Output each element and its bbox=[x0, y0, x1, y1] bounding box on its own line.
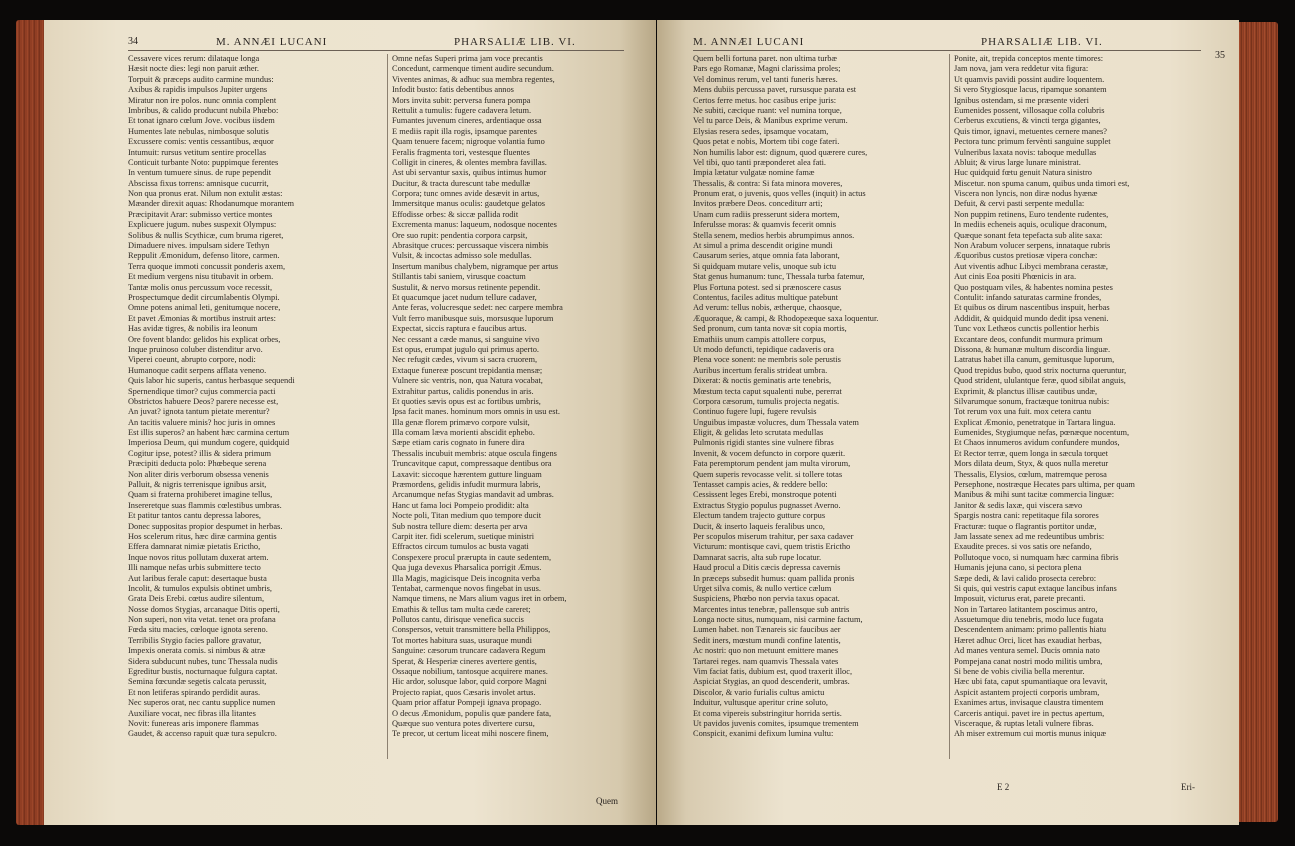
verse-line: Thessalis, Elysios, cœlum, matremque perosa bbox=[954, 469, 1107, 479]
verse-line: Non puppim retinens, Euro tendente rudentes, bbox=[954, 209, 1109, 219]
verse-line: Ah miser extremum cui mortis munus iniquæ bbox=[954, 729, 1107, 739]
verse-line: Donec suppositas propior despumet in herbas. bbox=[128, 521, 283, 531]
verse-line: Imperiosa Deum, qui mundum cogere, quidquid bbox=[128, 438, 290, 448]
verse-line: Ponite, ait, trepida conceptos mente timores: bbox=[954, 54, 1104, 63]
verse-line: Laxavit: siccoque hærentem gutture linguam bbox=[392, 469, 542, 479]
verse-line: Ducitur, & tracta durescunt tabe medullæ bbox=[392, 178, 531, 188]
verse-line: Emathis & tellus tam multa cæde careret; bbox=[392, 604, 531, 614]
verse-line: Præcipitavit Arar: submisso vertice montes bbox=[128, 209, 273, 219]
verse-line: Et tonat ignaro cœlum Jove. vocibus iisdem bbox=[128, 116, 275, 126]
left-page bbox=[44, 20, 656, 825]
verse-line: Infodit busto: fatis debentibus annos bbox=[392, 85, 514, 95]
verse-line: Insertum manibus chalybem, nigramque per artus bbox=[392, 261, 559, 271]
verse-line: Et quacumque jacet nudum tellure cadaver, bbox=[392, 292, 537, 302]
verse-line: Effodisse orbes: & siccæ pallida rodit bbox=[392, 209, 519, 219]
verse-line: Has avidæ tigres, & nobilis ira leonum bbox=[128, 324, 258, 334]
verse-line: Vel dominus rerum, vel tanti funeris hæres. bbox=[693, 74, 838, 84]
verse-line: Sub nostra tellure diem: deserta per arva bbox=[392, 521, 528, 531]
right-column-divider bbox=[949, 54, 950, 759]
verse-line: Sperat, & Hesperiæ cineres avertere gentis, bbox=[392, 656, 537, 666]
left-column-1 bbox=[128, 54, 386, 774]
verse-line: Jam lassate senex ad me redeuntibus umbris: bbox=[954, 531, 1105, 541]
verse-line: Torpuit & præceps audito carmine mundus: bbox=[128, 74, 274, 84]
verse-line: An juvat? ignota tantum pietate merentur? bbox=[128, 407, 270, 417]
verse-line: Invitos præbere Deos. concediturr arti; bbox=[693, 199, 823, 209]
verse-line: Hic ardor, solusque labor, quid corpore Magni bbox=[392, 677, 547, 687]
verse-line: Abluit; & virus large lunare ministrat. bbox=[954, 157, 1081, 167]
verse-line: Stella senem, medios herbis abrumpimus annos. bbox=[693, 230, 855, 240]
verse-line: Pompejana canat nostri modo militis umbra, bbox=[954, 656, 1103, 666]
verse-line: Quod strident, ululantque feræ, quod sibilat anguis, bbox=[954, 376, 1126, 386]
verse-line: Colligit in cineres, & olentes membra favillas. bbox=[392, 157, 547, 167]
verse-line: Jam nova, jam vera reddetur vita figura: bbox=[954, 64, 1089, 74]
verse-line: Haud procul a Ditis cæcis depressa cavernis bbox=[693, 563, 841, 573]
verse-line: Et quoties sævis opus est ac fortibus umbris, bbox=[392, 396, 541, 406]
verse-line: Contentus, faciles aditus multique patebunt bbox=[693, 292, 838, 302]
verse-line: Addidit, & quidquid mundo dedit ipsa veneni. bbox=[954, 313, 1109, 323]
verse-line: Per scopulos miserum trahitur, per saxa cadaver bbox=[693, 531, 854, 541]
verse-line: Præcipiti deducta polo: Phœbeque serena bbox=[128, 459, 267, 469]
verse-line: Pollutoque voco, si numquam hæc carmina fibris bbox=[954, 552, 1119, 562]
verse-line: Dissona, & humanæ multum discordia linguæ. bbox=[954, 344, 1111, 354]
verse-line: Excrementa manus: laqueum, nodosque nocentes bbox=[392, 220, 557, 230]
verse-line: Pulmonis rigidi stantes sine vulnere fibras bbox=[693, 438, 834, 448]
verse-line: Et non letiferas spirando perdidit auras. bbox=[128, 687, 261, 697]
verse-line: Impia lætatur vulgatæ nomine famæ bbox=[693, 168, 815, 178]
left-column-divider bbox=[387, 54, 388, 759]
verse-line: Extractus Stygio populus pugnasset Averno. bbox=[693, 500, 841, 510]
verse-line: Non aliter diris verborum obsessa venenis bbox=[128, 469, 269, 479]
verse-line: Extrahitur partus, calidis ponendus in aris. bbox=[392, 386, 534, 396]
verse-line: Nec superos orat, nec cantu supplice numen bbox=[128, 698, 276, 708]
verse-line: In ventum tumuere sinus. de rupe pependit bbox=[128, 168, 272, 178]
left-page-number: 34 bbox=[128, 36, 138, 47]
verse-line: Ad verum: tellus nobis, ætherque, chaosque, bbox=[693, 303, 842, 313]
verse-line: Præmordens, gelidis infudit murmura labris, bbox=[392, 480, 541, 490]
verse-line: Aut viventis adhuc Libyci membrana cerastæ, bbox=[954, 261, 1108, 271]
verse-line: Inferulsse moras: & quamvis fecerit omnis bbox=[693, 220, 837, 230]
verse-line: Victurum: montisque cavi, quem tristis Erictho bbox=[693, 542, 851, 552]
verse-line: Electum tandem trajecto gutture corpus bbox=[693, 511, 826, 521]
verse-line: Si vero Stygiosque lacus, ripamque sonantem bbox=[954, 85, 1107, 95]
verse-line: Arcanumque nefas Stygias mandavit ad umbras. bbox=[392, 490, 554, 500]
verse-line: Continuo fugere lupi, fugere revulsis bbox=[693, 407, 817, 417]
right-page bbox=[657, 20, 1239, 825]
verse-line: Fœda situ macies, cœloque ignota sereno. bbox=[128, 625, 268, 635]
verse-line: Emathiis unum campis attollere corpus, bbox=[693, 334, 826, 344]
verse-line: Quis labor hic superis, cantus herbasque sequendi bbox=[128, 376, 295, 386]
verse-line: Miratur non ire polos. nunc omnia complent bbox=[128, 95, 277, 105]
verse-line: Cessissent leges Erebi, monstroque potenti bbox=[693, 490, 837, 500]
verse-line: Projecto rapiat, quos Cæsaris involet artus. bbox=[392, 687, 536, 697]
verse-line: Vel tibi, quo tanti præponderet alea fati. bbox=[693, 157, 827, 167]
right-signature-mark: E 2 bbox=[997, 782, 1010, 792]
verse-line: Illa genæ florem primævo corpore vulsit, bbox=[392, 417, 530, 427]
verse-line: Est illis superos? an habent hæc carmina certum bbox=[128, 428, 290, 438]
verse-line: Quæque sonant feta tepefacta sub alite saxa: bbox=[954, 230, 1103, 240]
verse-line: Viperei coeunt, abrupto corpore, nodi: bbox=[128, 355, 256, 365]
verse-line: Stat genus humanum: tunc, Thessala turba fatemur, bbox=[693, 272, 865, 282]
verse-line: Illa comam lævа morienti abscidit ephebo. bbox=[392, 428, 535, 438]
verse-line: Exprimit, & planctus illisæ cautibus undæ, bbox=[954, 386, 1098, 396]
verse-line: Inque novos ritus pollutam duxerat artem. bbox=[128, 552, 269, 562]
verse-line: Concedunt, carmenque timent audire secundum. bbox=[392, 64, 554, 74]
verse-line: Est opus, erumpat jugulo qui primus aperto. bbox=[392, 344, 540, 354]
verse-line: Pollutos cantu, dirisque venefica succis bbox=[392, 615, 524, 625]
verse-line: Pronum erat, o juvenis, quos velles (inquit) in actus bbox=[693, 189, 866, 199]
verse-line: Sedit iners, mœstum mundi confine latentis, bbox=[693, 635, 841, 645]
verse-line: Rettulit a tumulis: fugere cadavera letum. bbox=[392, 105, 532, 115]
verse-line: Quo postquam viles, & habentes nomina pestes bbox=[954, 282, 1113, 292]
verse-line: Prospectumque dedit circumlabentis Olympi. bbox=[128, 292, 280, 302]
verse-line: Et patitur tantos cantu depressa labores, bbox=[128, 511, 262, 521]
verse-line: Stillantis tabi saniem, virusque coactum bbox=[392, 272, 526, 282]
verse-line: Ut pavidos juvenis comites, ipsumque trementem bbox=[693, 719, 859, 728]
verse-line: Immersitque manus oculis: gaudetque gelatos bbox=[392, 199, 546, 209]
verse-line: Ipsa facit manes. hominum mors omnis in usu est. bbox=[392, 407, 560, 417]
verse-line: Et pavet Æmonias & mortibus instruit artes: bbox=[128, 313, 276, 323]
verse-line: Corpora cæsorum, tumulis projecta negatis. bbox=[693, 396, 840, 406]
verse-line: Suspiciens, Phœbo non pervia taxus opacat. bbox=[693, 594, 840, 604]
verse-line: Induitur, vultusque aperitur crine soluto, bbox=[693, 698, 829, 708]
verse-line: Omne nefas Superi prima jam voce precantis bbox=[392, 54, 543, 63]
verse-line: Imposuit, victurus erat, parete precanti. bbox=[954, 594, 1086, 604]
verse-line: Feralis fragmenta tori, vestesque fluentes bbox=[392, 147, 530, 157]
verse-line: Humentes late nebulas, nimbosque solutis bbox=[128, 126, 269, 136]
verse-line: Conticuit turbante Noto: puppimque ferentes bbox=[128, 157, 279, 167]
verse-line: Tentabat, carmenque novos fingebat in usus. bbox=[392, 583, 541, 593]
verse-line: Egreditur bustis, nocturnaque fulgura captat. bbox=[128, 667, 278, 677]
verse-line: Omne potens animal leti, genitumque nocere, bbox=[128, 303, 281, 313]
verse-line: Expectat, siccis raptura e faucibus artus. bbox=[392, 324, 527, 334]
verse-line: Discolor, & vario furialis cultus amictu bbox=[693, 687, 825, 697]
verse-line: Quos petat e nobis, Mortem tibi coge fateri. bbox=[693, 137, 840, 147]
verse-line: Abscissa fixus torrens: amnisque cucurrit, bbox=[128, 178, 269, 188]
verse-line: Manibus & mihi sunt tacitæ commercia linguæ: bbox=[954, 490, 1115, 500]
right-running-head-title: PHARSALIÆ LIB. VI. bbox=[981, 36, 1103, 48]
verse-line: Truncavitque caput, compressaque dentibus ora bbox=[392, 459, 552, 469]
verse-line: Nosse domos Stygias, arcanaque Ditis operti, bbox=[128, 604, 280, 614]
verse-line: Eumenides possent, villosaque colla colubris bbox=[954, 105, 1105, 115]
verse-line: Intumuit: rursus vetitum sentire procellas bbox=[128, 147, 267, 157]
verse-line: Vult ferro manibusque suis, morsusque luporum bbox=[392, 313, 554, 323]
verse-line: Hæret adhuc Orci, licet has exaudiat herbas, bbox=[954, 635, 1102, 645]
verse-line: Eligit, & gelidas leto scrutata medullas bbox=[693, 428, 824, 438]
verse-line: Viventes animas, & adhuc sua membra regentes, bbox=[392, 74, 555, 84]
verse-line: O decus Æmonidum, populis quæ pandere fata, bbox=[392, 708, 552, 718]
verse-line: Ducit, & inserto laqueis feralibus unco, bbox=[693, 521, 825, 531]
verse-line: Causarum series, atque omnia fata laborant, bbox=[693, 251, 840, 261]
verse-line: Humanis jejuna cano, si pectora plena bbox=[954, 563, 1082, 573]
verse-line: Tartarei reges. nam quamvis Thessala vates bbox=[693, 656, 839, 666]
verse-line: Et Chaos innumeros avidum confundere mundos, bbox=[954, 438, 1120, 448]
verse-line: Corpora; tunc omnes avide desævit in artus, bbox=[392, 189, 540, 199]
verse-line: Longa nocte situs, numquam, nisi carmine factum, bbox=[693, 615, 863, 625]
verse-line: Mæander direxit aquas: Rhodanumque morantem bbox=[128, 199, 295, 209]
verse-line: Quæque suo ventura potes divertere cursu, bbox=[392, 719, 535, 728]
verse-line: Conspicit, exanimi defixum lumina vultu: bbox=[693, 729, 834, 739]
verse-line: Ossaque nobilium, tantosque acquirere manes. bbox=[392, 667, 548, 677]
verse-line: Quam tenuere facem; nigroque volantia fumo bbox=[392, 137, 545, 147]
verse-line: An tacitis valuere minis? hoc juris in omnes bbox=[128, 417, 276, 427]
verse-line: Explicuere jugum. nubes suspexit Olympus: bbox=[128, 220, 277, 230]
verse-line: Assuetumque diu tenebris, modo luce fugata bbox=[954, 615, 1104, 625]
verse-line: Lumen habet. non Tænareis sic faucibus aer bbox=[693, 625, 841, 635]
verse-line: Inque pruinoso coluber distenditur arvo. bbox=[128, 344, 263, 354]
verse-line: Elysias resera sedes, ipsamque vocatam, bbox=[693, 126, 829, 136]
verse-line: Hæsit nocte dies: legi non paruit æther. bbox=[128, 64, 259, 74]
verse-line: Æquoraque, & campi, & Rhodopeæque saxa loquentur. bbox=[693, 313, 879, 323]
verse-line: Nec refugit cædes, vivum si sacra cruorem, bbox=[392, 355, 538, 365]
verse-line: Et coma vipereis substringitur horrida sertis. bbox=[693, 708, 842, 718]
verse-line: Sæpe dedi, & lavi calido prosecta cerebro: bbox=[954, 573, 1097, 583]
verse-line: Sustulit, & nervo morsus retinente pependit. bbox=[392, 282, 541, 292]
verse-line: In præceps subsedit humus: quam pallida pronis bbox=[693, 573, 855, 583]
verse-line: Vulnere sic ventris, non, qua Natura vocabat, bbox=[392, 376, 543, 386]
verse-line: Ad manes ventura semel. Ducis omnia nato bbox=[954, 646, 1100, 656]
verse-line: Ut modo defuncti, tepidique cadaveris ora bbox=[693, 344, 834, 354]
verse-line: Tot mortes habitura suas, usuraque mundi bbox=[392, 635, 532, 645]
verse-line: Auxiliare vocat, nec fibras illa litantes bbox=[128, 708, 256, 718]
verse-line: Mors dilata deum, Styx, & quos nulla meretur bbox=[954, 459, 1109, 469]
right-page-edges bbox=[1238, 22, 1278, 822]
verse-line: Urget silva comis, & nullo vertice cælum bbox=[693, 583, 832, 593]
verse-line: Extaque funereæ poscunt trepidantia mensæ; bbox=[392, 365, 543, 375]
verse-line: Illa Magis, magicisque Deis incognita verba bbox=[392, 573, 540, 583]
verse-line: Plena voce sonent: ne membris sole perustis bbox=[693, 355, 841, 365]
verse-line: Incolit, & tumulos expulsis obtinet umbris, bbox=[128, 583, 272, 593]
verse-line: Qua juga devexus Pharsalica porrigit Æmus. bbox=[392, 563, 542, 573]
verse-line: Cogitur ipse, potest? illis & sidera primum bbox=[128, 448, 272, 458]
verse-line: Carceris antiqui. pavet ire in pectus apertum, bbox=[954, 708, 1105, 718]
verse-line: Æquoribus custos pretiosæ vipera conchæ: bbox=[954, 251, 1098, 261]
verse-line: Janitor & sedis laxæ, qui viscera sævo bbox=[954, 500, 1083, 510]
verse-line: Non in Tartareo latitantem poscimus antro, bbox=[954, 604, 1098, 614]
verse-line: At simul a prima descendit origine mundi bbox=[693, 241, 833, 251]
left-running-head-title: PHARSALIÆ LIB. VI. bbox=[454, 36, 576, 48]
verse-line: Terra quoque immoti concussit ponderis axem, bbox=[128, 261, 286, 271]
verse-line: Dimaduere nives. impulsam sidere Tethyn bbox=[128, 241, 270, 251]
verse-line: Ne subiti, cæcique ruant: vel numina torque, bbox=[693, 105, 842, 115]
verse-line: Reppulit Æmonidum, defenso litore, carmen. bbox=[128, 251, 280, 261]
verse-line: Spargis nostra cani: repetitaque fila sorores bbox=[954, 511, 1099, 521]
verse-line: Dixerat: & noctis geminatis arte tenebris, bbox=[693, 376, 832, 386]
verse-line: Non humilis labor est: dignum, quod quærere cures, bbox=[693, 147, 868, 157]
verse-line: Spernendique timor? cujus commercia pacti bbox=[128, 386, 276, 396]
verse-line: Tot rerum vox una fuit. mox cetera cantu bbox=[954, 407, 1092, 417]
verse-line: Sidera subducunt nubes, tunc Thessala nudis bbox=[128, 656, 278, 666]
verse-line: Quam prior affatur Pompeji ignava propago. bbox=[392, 698, 542, 708]
verse-line: Si bene de vobis civilia bella merentur. bbox=[954, 667, 1085, 677]
verse-line: Damnarat sacris, alta sub rupe locatur. bbox=[693, 552, 822, 562]
verse-line: Humanoque cadit serpens afflata veneno. bbox=[128, 365, 267, 375]
verse-line: Excussere comis: ventis cessantibus, æquor bbox=[128, 137, 274, 147]
verse-line: Axibus & rapidis impulsos Jupiter urgens bbox=[128, 85, 268, 95]
verse-line: Ut quamvis pavidi possint audire loquentem. bbox=[954, 74, 1105, 84]
verse-line: Si quis, qui vestris caput extaque lancibus infans bbox=[954, 583, 1117, 593]
verse-line: Fata peremptorum pendent jam multa virorum, bbox=[693, 459, 851, 469]
left-running-head-author: M. ANNÆI LUCANI bbox=[216, 36, 328, 48]
verse-line: Hæc ubi fata, caput spumantiaque ora levavit, bbox=[954, 677, 1108, 687]
verse-line: Non superi, non vita vetat. tenet ora profana bbox=[128, 615, 276, 625]
verse-line: Tantæ molis onus percussum voce recessit, bbox=[128, 282, 273, 292]
verse-line: Cerberus excutiens, & vincti terga gigantes, bbox=[954, 116, 1101, 126]
verse-line: Insereretque suas flammis cœlestibus umbras. bbox=[128, 500, 282, 510]
verse-line: Te precor, ut certum liceat mihi noscere finem, bbox=[392, 729, 549, 739]
verse-line: Mens dubiis percussa pavet, rursusque parata est bbox=[693, 85, 857, 95]
verse-line: Aspiciat Stygias, an quod descenderit, umbras. bbox=[693, 677, 850, 687]
verse-line: Tentasset campis acies, & reddere bello: bbox=[693, 480, 828, 490]
verse-line: Fumantes juvenum cineres, ardentiaque ossa bbox=[392, 116, 542, 126]
verse-line: Quod trepidus bubo, quod strix nocturna queruntur, bbox=[954, 365, 1127, 375]
right-catchword: Eri- bbox=[1181, 782, 1195, 792]
verse-line: Nocte poli, Titan medium quo tempore ducit bbox=[392, 511, 542, 521]
verse-line: Miscetur. non spuma canum, quibus unda timori est, bbox=[954, 178, 1130, 188]
left-column-2 bbox=[392, 54, 638, 774]
verse-line: Auribus incertum feralis strideat umbra. bbox=[693, 365, 828, 375]
verse-line: Contulit: infando saturatas carmine frondes, bbox=[954, 292, 1102, 302]
verse-line: Mœstum tecta caput squalenti nube, pererrat bbox=[693, 386, 842, 396]
verse-line: Eumenides, Stygiumque nefas, pœnæque nocentum, bbox=[954, 428, 1130, 438]
verse-line: Visceraque, & ruptas letali vulnere fibras. bbox=[954, 719, 1094, 728]
verse-line: Exanimes artus, invisaque claustra timentem bbox=[954, 698, 1104, 708]
right-header-rule bbox=[693, 50, 1201, 51]
verse-line: Thessalis, & contra: Si fata minora moveres, bbox=[693, 178, 843, 188]
verse-line: Ante feras, volucresque sedet: nec carpere membra bbox=[392, 303, 563, 313]
verse-line: Impexis onerata comis. si nimbus & atræ bbox=[128, 646, 266, 656]
verse-line: Quem belli fortuna paret. non ultima turbæ bbox=[693, 54, 837, 63]
verse-line: Sed pronum, cum tanta novæ sit copia mortis, bbox=[693, 324, 847, 334]
verse-line: Descendentem animam: primo pallentis hiatu bbox=[954, 625, 1107, 635]
right-page-number: 35 bbox=[1215, 50, 1225, 61]
verse-line: Sæpe etiam caris cognato in funere dira bbox=[392, 438, 525, 448]
verse-line: Et Rector terræ, quem longa in sæcula torquet bbox=[954, 448, 1108, 458]
verse-line: Non Arabum volucer serpens, innataque rubris bbox=[954, 241, 1111, 251]
verse-line: Invenit, & vocem defuncto in corpore quærit. bbox=[693, 448, 846, 458]
verse-line: Effractos circum tumulos ac busta vagati bbox=[392, 542, 529, 552]
verse-line: Exaudite preces. si vos satis ore nefando, bbox=[954, 542, 1092, 552]
verse-line: Conspexere procul prærupta in caute sedentem, bbox=[392, 552, 552, 562]
left-catchword: Quem bbox=[596, 796, 618, 806]
verse-line: Hos scelerum ritus, hæc diræ carmina gentis bbox=[128, 531, 277, 541]
verse-line: Pectora tunc primum fervènti sanguine supplet bbox=[954, 137, 1111, 147]
verse-line: Non qua pronus erat. Nilum non extulit æstas: bbox=[128, 189, 283, 199]
verse-line: Tunc vox Lethæos cunctis pollentior herbis bbox=[954, 324, 1100, 334]
verse-line: Aut cinis Eoa positi Phœnicis in ara. bbox=[954, 272, 1077, 282]
right-column-2 bbox=[954, 54, 1206, 774]
verse-line: Si quidquam mutare velis, unoque sub ictu bbox=[693, 261, 837, 271]
verse-line: Certos ferre metus. hoc casibus eripe juris: bbox=[693, 95, 837, 105]
verse-line: Quem superis revocasse velit. si tollere totas bbox=[693, 469, 843, 479]
verse-line: Nec cessant a cæde manus, si sanguine vivo bbox=[392, 334, 540, 344]
verse-line: Abrasitque cruces: percussaque viscera nimbis bbox=[392, 241, 549, 251]
verse-line: Obstrictos habuere Deos? parere necesse est, bbox=[128, 396, 279, 406]
verse-line: Vulneribus laxata novis: taboque medullas bbox=[954, 147, 1097, 157]
verse-line: Huc quidquid fœtu genuit Natura sinistro bbox=[954, 168, 1092, 178]
verse-line: Imbribus, & calido producunt nubila Phœbo: bbox=[128, 105, 279, 115]
verse-line: Viscera non lyncis, non diræ nodus hyænæ bbox=[954, 189, 1098, 199]
verse-line: Plus Fortuna potest. sed si prænoscere casus bbox=[693, 282, 842, 292]
verse-line: Solibus & nullis Scythicæ, cum bruma rigeret, bbox=[128, 230, 284, 240]
verse-line: Novit: funereas aris imponere flammas bbox=[128, 719, 259, 728]
verse-line: Mors invita subit: perversa funera pompa bbox=[392, 95, 531, 105]
verse-line: Gaudet, & accenso rapuit quæ tura sepulcro. bbox=[128, 729, 277, 739]
verse-line: Sanguine: cæsorum truncare cadavera Regum bbox=[392, 646, 546, 656]
verse-line: Ignibus ostendam, si me præsente videri bbox=[954, 95, 1089, 105]
verse-line: Semina fœcundæ segetis calcata perussit, bbox=[128, 677, 267, 687]
verse-line: Conspersos, vetuit transmittere bella Philippos, bbox=[392, 625, 551, 635]
verse-line: Palluit, & nigris terrenisque ignibus arsit, bbox=[128, 480, 267, 490]
verse-line: Fracturæ: tuque o flagrantis portitor undæ, bbox=[954, 521, 1097, 531]
right-running-head-author: M. ANNÆI LUCANI bbox=[693, 36, 805, 48]
verse-line: Aspicit astantem projecti corporis umbram, bbox=[954, 687, 1100, 697]
verse-line: Unguibus impastæ volucres, dum Thessala vatem bbox=[693, 417, 859, 427]
verse-line: Cessavere vices rerum: dilataque longa bbox=[128, 54, 260, 63]
verse-line: Namque timens, ne Mars alium vagus iret in orbem, bbox=[392, 594, 567, 604]
verse-line: Grata Deis Erebi. cœtus audire silentum, bbox=[128, 594, 265, 604]
verse-line: Aut laribus ferale caput: desertaque busta bbox=[128, 573, 267, 583]
verse-line: Vulsit, & incoctas admisso sole medullas. bbox=[392, 251, 532, 261]
verse-line: Effera damnarat nimiæ pietatis Erictho, bbox=[128, 542, 261, 552]
verse-line: Terribilis Stygio facies pallore gravatur, bbox=[128, 635, 262, 645]
verse-line: E mediis rapit illa rogis, ipsamque parentes bbox=[392, 126, 537, 136]
verse-line: Marcentes intus tenebræ, pallensque sub antris bbox=[693, 604, 850, 614]
left-header-rule bbox=[128, 50, 624, 51]
verse-line: Explicat Æmonio, penetratque in Tartara lingua. bbox=[954, 417, 1116, 427]
verse-line: Vim faciat fatis, dubium est, quod traxerit illoc, bbox=[693, 667, 853, 677]
verse-line: Quam si fraterna prohiberet imagine tellus, bbox=[128, 490, 273, 500]
verse-line: Unam cum radiis presserunt sidera mortem, bbox=[693, 209, 840, 219]
verse-line: Vel tu parce Deis, & Manibus exprime verum. bbox=[693, 116, 848, 126]
verse-line: Ore fovent blando: gelidos his explicat orbes, bbox=[128, 334, 281, 344]
verse-line: Quis timor, ignavi, metuentes cernere manes? bbox=[954, 126, 1107, 136]
verse-line: Silvarumque sonum, fractæque tonitrua nubis: bbox=[954, 396, 1110, 406]
verse-line: Carpit iter. fidi scelerum, suetique ministri bbox=[392, 531, 535, 541]
verse-line: Defuit, & cervi pasti serpente medulla: bbox=[954, 199, 1085, 209]
verse-line: Ore suo rupit: pendentia corpora carpsit, bbox=[392, 230, 528, 240]
verse-line: Hanc ut fama loci Pompeio prodidit: alta bbox=[392, 500, 529, 510]
verse-line: Et quibus os dirum nascentibus inspuit, herbas bbox=[954, 303, 1110, 313]
verse-line: Latratus habet illa canum, gemitusque luporum, bbox=[954, 355, 1115, 365]
verse-line: Thessalis incubuit membris: atque oscula fingens bbox=[392, 448, 557, 458]
right-column-1 bbox=[693, 54, 947, 774]
verse-line: Ac nostri: quo non metuunt emittere manes bbox=[693, 646, 839, 656]
verse-line: Excantare deos, confundit murmura primum bbox=[954, 334, 1103, 344]
verse-line: Ast ubi servantur saxis, quibus intimus humor bbox=[392, 168, 547, 178]
verse-line: Et medium vergens nisu titubavit in orbem. bbox=[128, 272, 274, 282]
verse-line: Persephone, nostræque Hecates pars ultima, per quam bbox=[954, 480, 1135, 490]
verse-line: Illi namque nefas urbis submittere tecto bbox=[128, 563, 261, 573]
verse-line: In mediis echeneis aquis, oculique draconum, bbox=[954, 220, 1107, 230]
verse-line: Pars ego Romanæ, Magni clarissima proles; bbox=[693, 64, 841, 74]
